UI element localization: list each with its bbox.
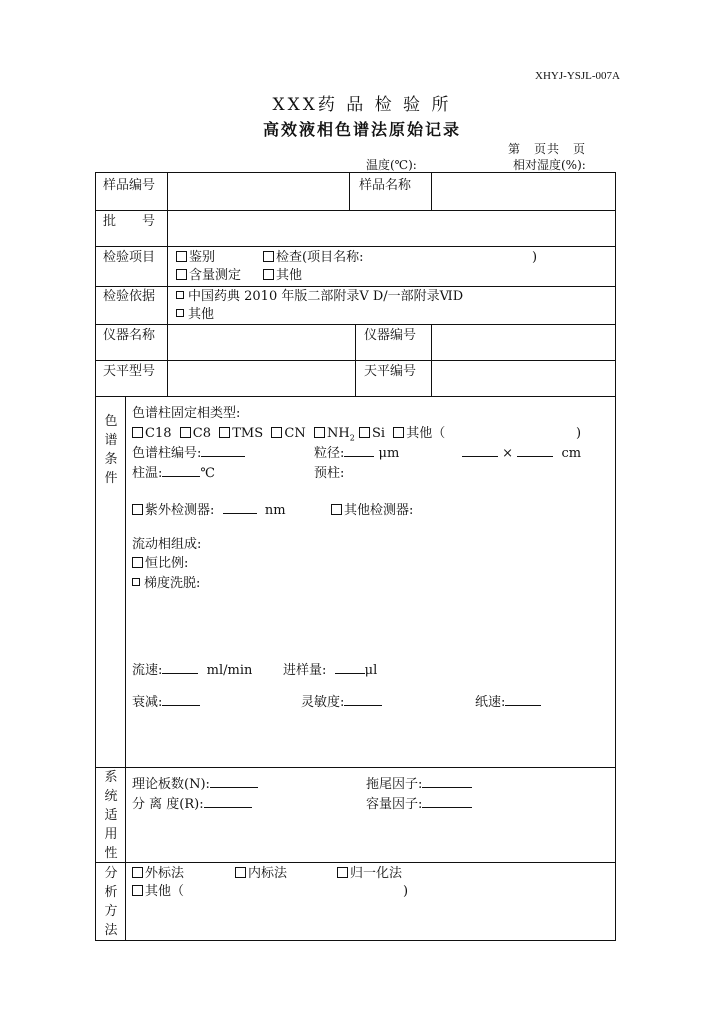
row-divider [95,767,616,768]
phase-si-option[interactable]: Si [359,426,385,441]
checkbox-icon [176,251,187,262]
phase-tms-option[interactable]: TMS [219,426,263,441]
checkbox-icon [132,578,140,586]
row-divider [95,862,616,863]
checkbox-icon [314,427,325,438]
page-info: 第 页共 页 [508,142,587,156]
checkbox-icon [132,885,143,896]
column-temp-field[interactable]: 柱温: ℃ [132,466,215,481]
checkbox-icon [235,867,246,878]
checkbox-icon [132,504,143,515]
col-divider [167,172,168,396]
checkbox-icon [180,427,191,438]
institute-title: XXX药 品 检 验 所 [272,95,452,115]
assay-checkbox[interactable]: 含量测定 [176,269,241,282]
checkbox-icon [331,504,342,515]
capacity-field[interactable]: 容量因子: [366,798,472,811]
temperature-label: 温度(℃): [366,158,417,172]
other-item-checkbox[interactable]: 其他 [263,269,302,282]
column-no-field[interactable]: 色谱柱编号: [132,447,245,460]
attenuation-field[interactable]: 衰减: [132,696,200,709]
checkbox-icon [176,291,184,299]
col-divider [349,172,350,210]
humidity-label: 相对湿度(%): [513,158,586,172]
row-divider [95,286,616,287]
phase-other-option[interactable]: 其他（ [393,426,445,441]
row-divider [95,396,616,397]
row-divider [95,210,616,211]
record-title: 高效液相色谱法原始记录 [262,120,461,139]
phase-other-close: ) [576,426,582,441]
mobile-phase-label: 流动相组成: [132,537,202,552]
phase-cn-option[interactable]: CN [271,426,305,441]
internal-standard-option[interactable]: 内标法 [235,867,287,880]
checkbox-icon [132,557,143,568]
stationary-phase-options [132,427,445,443]
checkbox-icon [176,309,184,317]
balance-model-label: 天平型号 [103,364,156,379]
other-method-option[interactable]: 其他（ [132,885,184,898]
checkbox-icon [219,427,230,438]
sample-name-label: 样品名称 [359,178,412,193]
precolumn-field: 预柱: [314,466,345,481]
checkbox-icon [271,427,282,438]
batch-no-label: 批 号 [103,214,156,229]
other-detector-option[interactable]: 其他检测器: [331,504,413,517]
col-divider [431,172,432,210]
phase-c8-option[interactable]: C8 [180,426,211,441]
checkbox-icon [393,427,404,438]
sensitivity-field[interactable]: 灵敏度: [301,696,382,709]
test-basis-label: 检验依据 [103,289,156,304]
test-item-label: 检验项目 [103,250,156,265]
other-basis-checkbox[interactable]: 其他 [176,308,214,321]
check-close-paren: ) [532,250,538,265]
isocratic-option[interactable]: 恒比例: [132,557,188,570]
method-label: 分析方法 [104,866,118,938]
checkbox-icon [359,427,370,438]
resolution-field[interactable]: 分 离 度(R): [132,798,252,811]
phase-nh2-option[interactable]: $NH_2$ [314,426,355,441]
check-checkbox[interactable]: 检查(项目名称: [263,251,363,264]
instrument-name-label: 仪器名称 [103,328,156,343]
instrument-no-label: 仪器编号 [364,328,417,343]
checkbox-icon [337,867,348,878]
col-divider [355,324,356,396]
checkbox-icon [263,269,274,280]
checkbox-icon [132,427,143,438]
particle-size-field[interactable]: 粒径: μm [314,446,400,461]
uv-detector-option[interactable]: 紫外检测器: nm [132,504,286,517]
identify-checkbox[interactable]: 鉴别 [176,251,215,264]
pharmacopoeia-checkbox[interactable]: 中国药典 2010 年版二部附录Ⅴ D/一部附录ⅥD [176,290,463,303]
phase-c18-option[interactable]: C18 [132,426,172,441]
flow-rate-field[interactable]: 流速: ml/min [132,663,253,678]
gradient-option[interactable]: 梯度洗脱: [132,577,200,590]
normalization-option[interactable]: 归一化法 [337,867,402,880]
row-divider [95,246,616,247]
sample-no-label: 样品编号 [103,178,156,193]
col-divider [431,324,432,396]
checkbox-icon [176,269,187,280]
stationary-phase-label: 色谱柱固定相类型: [132,406,241,421]
balance-no-label: 天平编号 [364,364,417,379]
injection-volume-field[interactable]: 进样量: μl [283,663,378,678]
conditions-label: 色谱条件 [104,414,118,486]
checkbox-icon [132,867,143,878]
plates-field[interactable]: 理论板数(N): [132,778,258,791]
tailing-field[interactable]: 拖尾因子: [366,778,472,791]
suitability-label: 系统适用性 [104,770,118,861]
external-standard-option[interactable]: 外标法 [132,867,184,880]
column-dimension-field[interactable]: × cm [462,447,581,460]
document-code: XHYJ-YSJL-007A [535,70,620,82]
checkbox-icon [263,251,274,262]
other-method-close: ) [403,884,409,899]
chart-speed-field[interactable]: 纸速: [475,696,541,709]
col-divider [125,396,126,941]
